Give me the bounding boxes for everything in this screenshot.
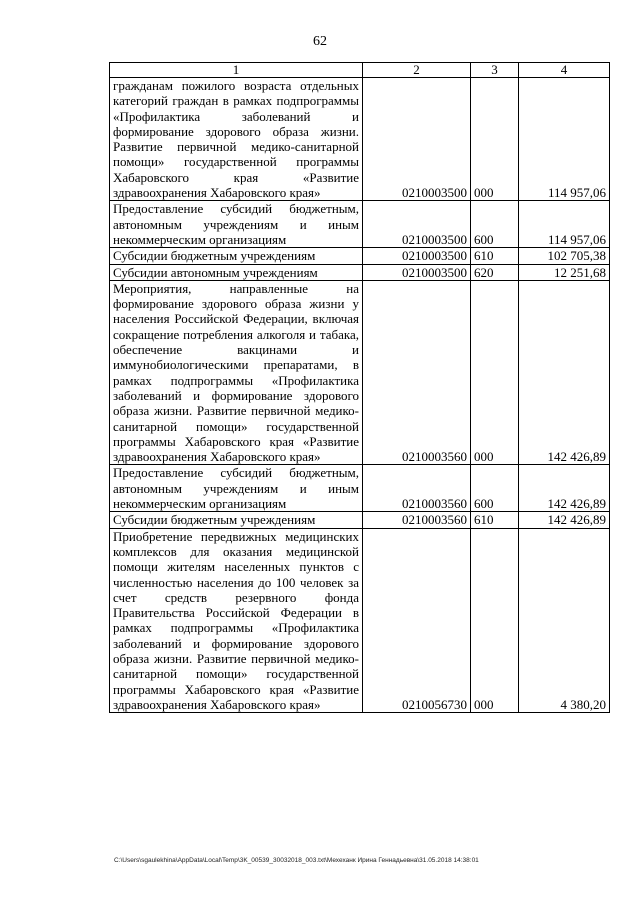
row-code: 0210003560 <box>363 512 471 528</box>
table-row <box>110 201 610 248</box>
row-code: 0210003560 <box>363 465 471 512</box>
table-row <box>110 78 610 201</box>
row-code: 0210056730 <box>363 528 471 713</box>
column-header-4: 4 <box>519 63 610 78</box>
table-row <box>110 512 610 528</box>
table-row <box>110 280 610 465</box>
column-header-1: 1 <box>110 63 363 78</box>
row-amount: 12 251,68 <box>519 264 610 280</box>
row-description: Предоставление субсидий бюджетным, автономным учреждениям и иным некоммерческим организациям <box>110 201 363 248</box>
row-type: 000 <box>471 528 519 713</box>
row-description: Мероприятия, направленные на формирование здорового образа жизни у населения Российской Федерации, включая сокращение потребления алкоголя и табака, обеспечение вакцинами и иммунобиологическими препаратами, в рамках подпрограммы «Профилактика заболеваний и формирование здорового образа жизни. Развитие первичной медико-санитарной помощи» государственной программы Хабаровского края «Развитие здравоохранения Хабаровского края» <box>110 280 363 465</box>
footer-file-path: C:\Users\sgaulekhina\AppData\Local\Temp\3K_00539_30032018_003.txt\Мехеханк Ирина Геннадьевна\31.05.2018 14:38:01 <box>114 857 479 864</box>
row-code: 0210003500 <box>363 201 471 248</box>
table-header-row <box>110 63 610 78</box>
row-amount: 142 426,89 <box>519 512 610 528</box>
row-type: 610 <box>471 512 519 528</box>
column-header-2: 2 <box>363 63 471 78</box>
table-row <box>110 465 610 512</box>
row-code: 0210003500 <box>363 78 471 201</box>
row-code: 0210003500 <box>363 264 471 280</box>
page-number: 62 <box>313 34 327 49</box>
row-type: 600 <box>471 201 519 248</box>
row-description: гражданам пожилого возраста отдельных категорий граждан в рамках подпрограммы «Профилактика заболеваний и формирование здорового образа жизни. Развитие первичной медико-санитарной помощи» государственной программы Хабаровского края «Развитие здравоохранения Хабаровского края» <box>110 78 363 201</box>
row-type: 600 <box>471 465 519 512</box>
row-amount: 142 426,89 <box>519 465 610 512</box>
table-row <box>110 264 610 280</box>
row-amount: 142 426,89 <box>519 280 610 465</box>
row-amount: 114 957,06 <box>519 201 610 248</box>
budget-table <box>109 62 610 713</box>
row-description: Субсидии бюджетным учреждениям <box>110 512 363 528</box>
row-amount: 114 957,06 <box>519 78 610 201</box>
row-code: 0210003500 <box>363 248 471 264</box>
row-description: Субсидии бюджетным учреждениям <box>110 248 363 264</box>
row-type: 000 <box>471 78 519 201</box>
row-amount: 4 380,20 <box>519 528 610 713</box>
row-description: Субсидии автономным учреждениям <box>110 264 363 280</box>
row-amount: 102 705,38 <box>519 248 610 264</box>
column-header-3: 3 <box>471 63 519 78</box>
row-type: 620 <box>471 264 519 280</box>
row-type: 000 <box>471 280 519 465</box>
table-row <box>110 528 610 713</box>
row-description: Предоставление субсидий бюджетным, автономным учреждениям и иным некоммерческим организациям <box>110 465 363 512</box>
table-row <box>110 248 610 264</box>
row-description: Приобретение передвижных медицинских комплексов для оказания медицинской помощи жителям населенных пунктов с численностью населения до 100 человек за счет средств резервного фонда Правительства Российской Федерации в рамках подпрограммы «Профилактика заболеваний и формирование здорового образа жизни. Развитие первичной медико-санитарной помощи» государственной программы Хабаровского края «Развитие здравоохранения Хабаровского края» <box>110 528 363 713</box>
row-code: 0210003560 <box>363 280 471 465</box>
row-type: 610 <box>471 248 519 264</box>
